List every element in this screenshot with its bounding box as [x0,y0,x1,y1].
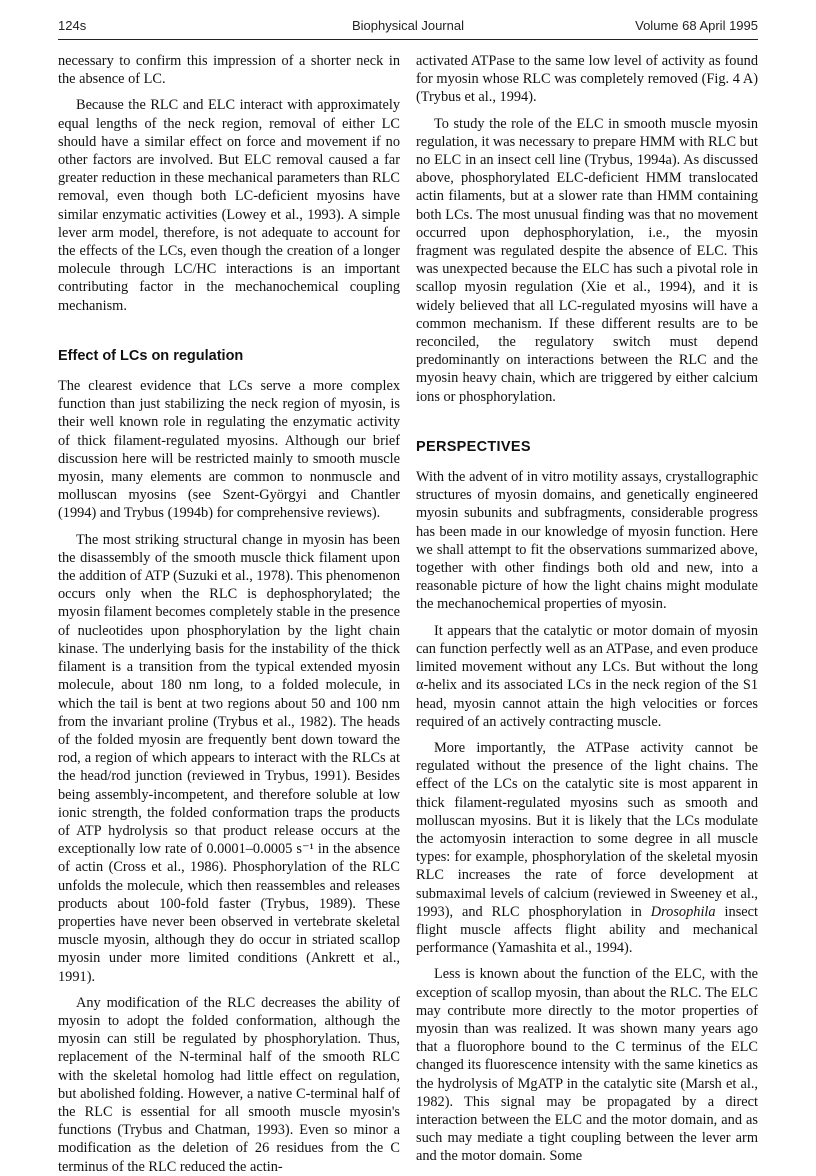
paragraph: activated ATPase to the same low level of activity as found for myosin whose RLC was completely removed (Fig. 4 A) (Trybus et al., 1994). [416,53,758,106]
running-head [58,18,758,36]
paragraph: Because the RLC and ELC interact with approximately equal lengths of the neck region, removal of either LC should have a similar effect on force and movement if no other factors are involved. But ELC removal caused a far greater reduction in these mechanical parameters than RLC removal, even though both LC-deficient myosins have similar enzymatic activities (Lowey et al., 1993). A simple lever arm model, therefore, is not adequate to account for the effects of the LCs, even though the creation of a longer molecule through LC/HC interactions is an important contributing factor in the mechanochemical coupling mechanism. [58,97,400,314]
section-heading-regulation: Effect of LCs on regulation [58,347,244,364]
section-heading-perspectives: PERSPECTIVES [416,438,531,455]
paragraph: necessary to confirm this impression of a shorter neck in the absence of LC. [58,53,400,88]
issue-info: Volume 68 April 1995 [635,18,758,33]
header-rule [58,39,758,40]
left-column [58,52,400,1176]
paragraph: With the advent of in vitro motility assays, crystallographic structures of myosin domains, and genetically engineered myosin subunits and subfragments, considerable progress has been made in our knowledge of myosin function. Here we shall attempt to fit the observations summarized above, together with other findings both old and new, into a reasonable picture of how the light chains might modulate the mechanochemical properties of myosin. [416,469,758,613]
text-run: insect flight muscle affects flight ability and mechanical performance (Yamashita et al., 1994). [416,903,758,957]
page-number: 124s [58,18,87,33]
right-column [416,52,758,1166]
paragraph: The most striking structural change in myosin has been the disassembly of the smooth muscle thick filament upon the addition of ATP (Suzuki et al., 1978). This phenomenon occurs only when the RLC is dephosphorylated; the myosin filament becomes completely stable in the presence of nucleotides upon phosphorylation by the light chain kinase. The underlying basis for the instability of the thick filament is a transition from the typical extended myosin molecule, about 180 nm long, to a folded molecule, in which the tail is bent at two regions about 50 and 100 nm from the invariant proline (Trybus et al., 1982). The heads of the folded myosin are frequently bent down toward the rod, a region of which appears to interact with the RLCs at the head/rod junction (reviewed in Trybus, 1991). Besides being assembly-incompetent, and therefore soluble at low ionic strength, the folded conformation traps the products of ATP hydrolysis so that product release occurs at the exceptionally low rate of 0.0001–0.0005 s⁻¹ in the absence of actin (Cross et al., 1986). Phosphorylation of the RLC unfolds the molecule, which then reassembles and releases products about 100-fold faster (Trybus, 1989). These properties have never been observed in vertebrate skeletal muscle myosin, although they do occur in striated scallop myosin under more limited conditions (Ankrett et al., 1991). [58,531,400,985]
paragraph [416,739,758,957]
paragraph: To study the role of the ELC in smooth muscle myosin regulation, it was necessary to prepare HMM with RLC but no ELC in an insect cell line (Trybus, 1994a). As discussed above, phosphorylated ELC-deficient HMM translocated actin filaments, but at a slower rate than HMM containing both LCs. The most unusual finding was that no movement occurred upon dephosphorylation, i.e., the myosin fragment was regulated despite the absence of ELC. This was unexpected because the ELC has such a pivotal role in scallop myosin regulation (Xie et al., 1994), and it is widely believed that all LC-regulated myosins will have a common mechanism. If these different results are to be reconciled, the regulatory switch must depend predominantly on interactions between the RLC and the myosin heavy chain, which are triggered by either calcium ions or phosphorylation. [416,115,758,405]
journal-title: Biophysical Journal [351,18,464,33]
paragraph: Any modification of the RLC decreases the ability of myosin to adopt the folded conformation, although the myosin can still be regulated by phosphorylation. Thus, replacement of the N-terminal half of the smooth RLC with the skeletal homolog had little effect on regulation, but abolished folding. However, a native C-terminal half of the RLC is essential for all smooth muscle myosin's functions (Trybus and Chatman, 1993). Even so minor a modification as the deletion of 26 residues from the C terminus of the RLC reduced the actin- [58,994,400,1175]
italic-term: Drosophila [650,903,716,920]
paragraph: Less is known about the function of the ELC, with the exception of scallop myosin, than about the RLC. The ELC may contribute more directly to the motor properties of myosin than was realized. It was shown many years ago that a fluorophore bound to the C terminus of the ELC changed its fluorescence intensity with the same kinetics as the hydrolysis of MgATP in the catalytic site (Marsh et al., 1982). This signal may be propagated by a direct interaction between the ELC and the motor domain, and as such may mediate a tight coupling between the lever arm and the motor domain. Some [416,966,758,1165]
text-run: More importantly, the ATPase activity cannot be regulated without the presence of the light chains. The effect of the LCs on the catalytic site is most apparent in thick filament-regulated myosins such as smooth and molluscan myosins. But it is likely that the LCs modulate the actomyosin interaction to some degree in all muscle types: for example, phosphorylation of the skeletal myosin RLC increases the rate of force development at submaximal levels of calcium (reviewed in Sweeney et al., 1993), and RLC phosphorylation in [416,739,758,920]
paragraph: The clearest evidence that LCs serve a more complex function than just stabilizing the neck region of myosin, is their well known role in regulating the enzymatic activity of thick filament-regulated myosins. Although our brief discussion here will be restricted mainly to smooth muscle myosin, many elements are common to nonmuscle and molluscan myosins (see Szent-Györgyi and Chantler (1994) and Trybus (1994b) for comprehensive reviews). [58,378,400,522]
paragraph: It appears that the catalytic or motor domain of myosin can function perfectly well as an ATPase, and even produce limited movement without any LCs. But without the long α-helix and its associated LCs in the neck region of the S1 head, myosin cannot attain the high velocities or forces required of an actively contracting muscle. [416,622,758,730]
